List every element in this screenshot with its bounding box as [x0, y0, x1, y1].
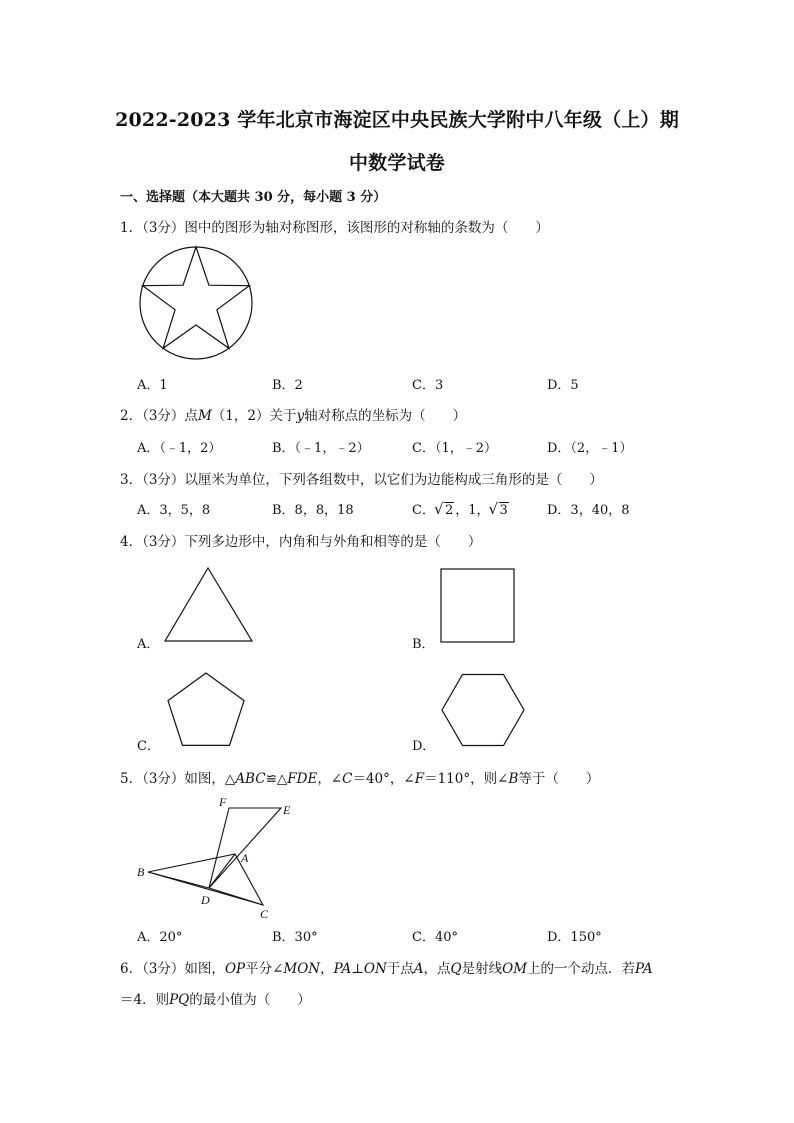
exam-title-line1: 2022-2023 学年北京市海淀区中央民族大学附中八年级（上）期 — [115, 109, 679, 131]
question-6-text-line2: ＝4．则PQ的最小值为（ ） — [120, 992, 311, 1008]
q1-option-b[interactable]: B．2 — [272, 378, 303, 393]
q5-option-b[interactable]: B．30° — [272, 930, 318, 945]
circle-star-figure — [137, 245, 255, 363]
hexagon-figure — [438, 670, 528, 750]
q4-option-a[interactable]: A． — [137, 637, 160, 652]
congruent-triangles-figure — [134, 792, 304, 920]
label-d: D — [201, 893, 210, 907]
q1-option-d[interactable]: D．5 — [547, 378, 579, 393]
q3-option-b[interactable]: B．8，8，18 — [272, 503, 354, 518]
triangle-figure — [160, 565, 256, 645]
q1-option-a[interactable]: A．1 — [137, 378, 168, 393]
q4-option-b[interactable]: B． — [412, 637, 435, 652]
q5-option-a[interactable]: A．20° — [137, 930, 183, 945]
triangle-fde — [209, 808, 281, 888]
label-b: B — [137, 865, 145, 879]
label-a: A — [241, 851, 249, 865]
q5-option-c[interactable]: C．40° — [412, 930, 458, 945]
section-heading: 一、选择题（本大题共 30 分，每小题 3 分） — [120, 190, 387, 205]
q1-option-c[interactable]: C．3 — [412, 378, 444, 393]
q5-option-d[interactable]: D．150° — [547, 930, 602, 945]
q2-option-d[interactable]: D．（2，﹣1） — [547, 441, 633, 456]
label-f: F — [219, 795, 227, 809]
q3-option-d[interactable]: D．3，40，8 — [547, 503, 630, 518]
question-4-text: 4．（3分）下列多边形中，内角和与外角和相等的是（ ） — [120, 534, 482, 550]
question-5-text: 5．（3分）如图，△ABC≌△FDE，∠C＝40°，∠F＝110°，则∠B等于（ ） — [120, 771, 600, 787]
label-c: C — [260, 907, 269, 920]
sqrt-2: √ 2 — [435, 503, 454, 518]
q4-option-c[interactable]: C． — [137, 739, 160, 754]
square-figure — [438, 566, 518, 646]
label-e: E — [283, 803, 291, 817]
question-1-text: 1．（3分）图中的图形为轴对称图形，该图形的对称轴的条数为（ ） — [120, 220, 549, 236]
q3-option-c[interactable]: C．√ 2 ，1，√ 3 — [412, 499, 510, 518]
exam-title-line2: 中数学试卷 — [348, 152, 445, 174]
q3-option-a[interactable]: A．3，5，8 — [137, 503, 211, 518]
q2-option-c[interactable]: C．（1，﹣2） — [412, 441, 497, 456]
q2-option-b[interactable]: B．（﹣1，﹣2） — [272, 441, 370, 456]
question-2-text: 2．（3分）点M（1，2）关于y轴对称点的坐标为（ ） — [120, 408, 467, 424]
question-6-text-line1: 6．（3分）如图，OP平分∠MON，PA⊥ON于点A，点Q是射线OM上的一个动点．若PA — [120, 961, 653, 977]
question-3-text: 3．（3分）以厘米为单位，下列各组数中，以它们为边能构成三角形的是（ ） — [120, 472, 603, 488]
pentagon-figure — [162, 670, 250, 752]
q4-option-d[interactable]: D． — [412, 739, 436, 754]
sqrt-3: √ 3 — [490, 503, 509, 518]
q2-option-a[interactable]: A．（﹣1，2） — [137, 441, 222, 456]
